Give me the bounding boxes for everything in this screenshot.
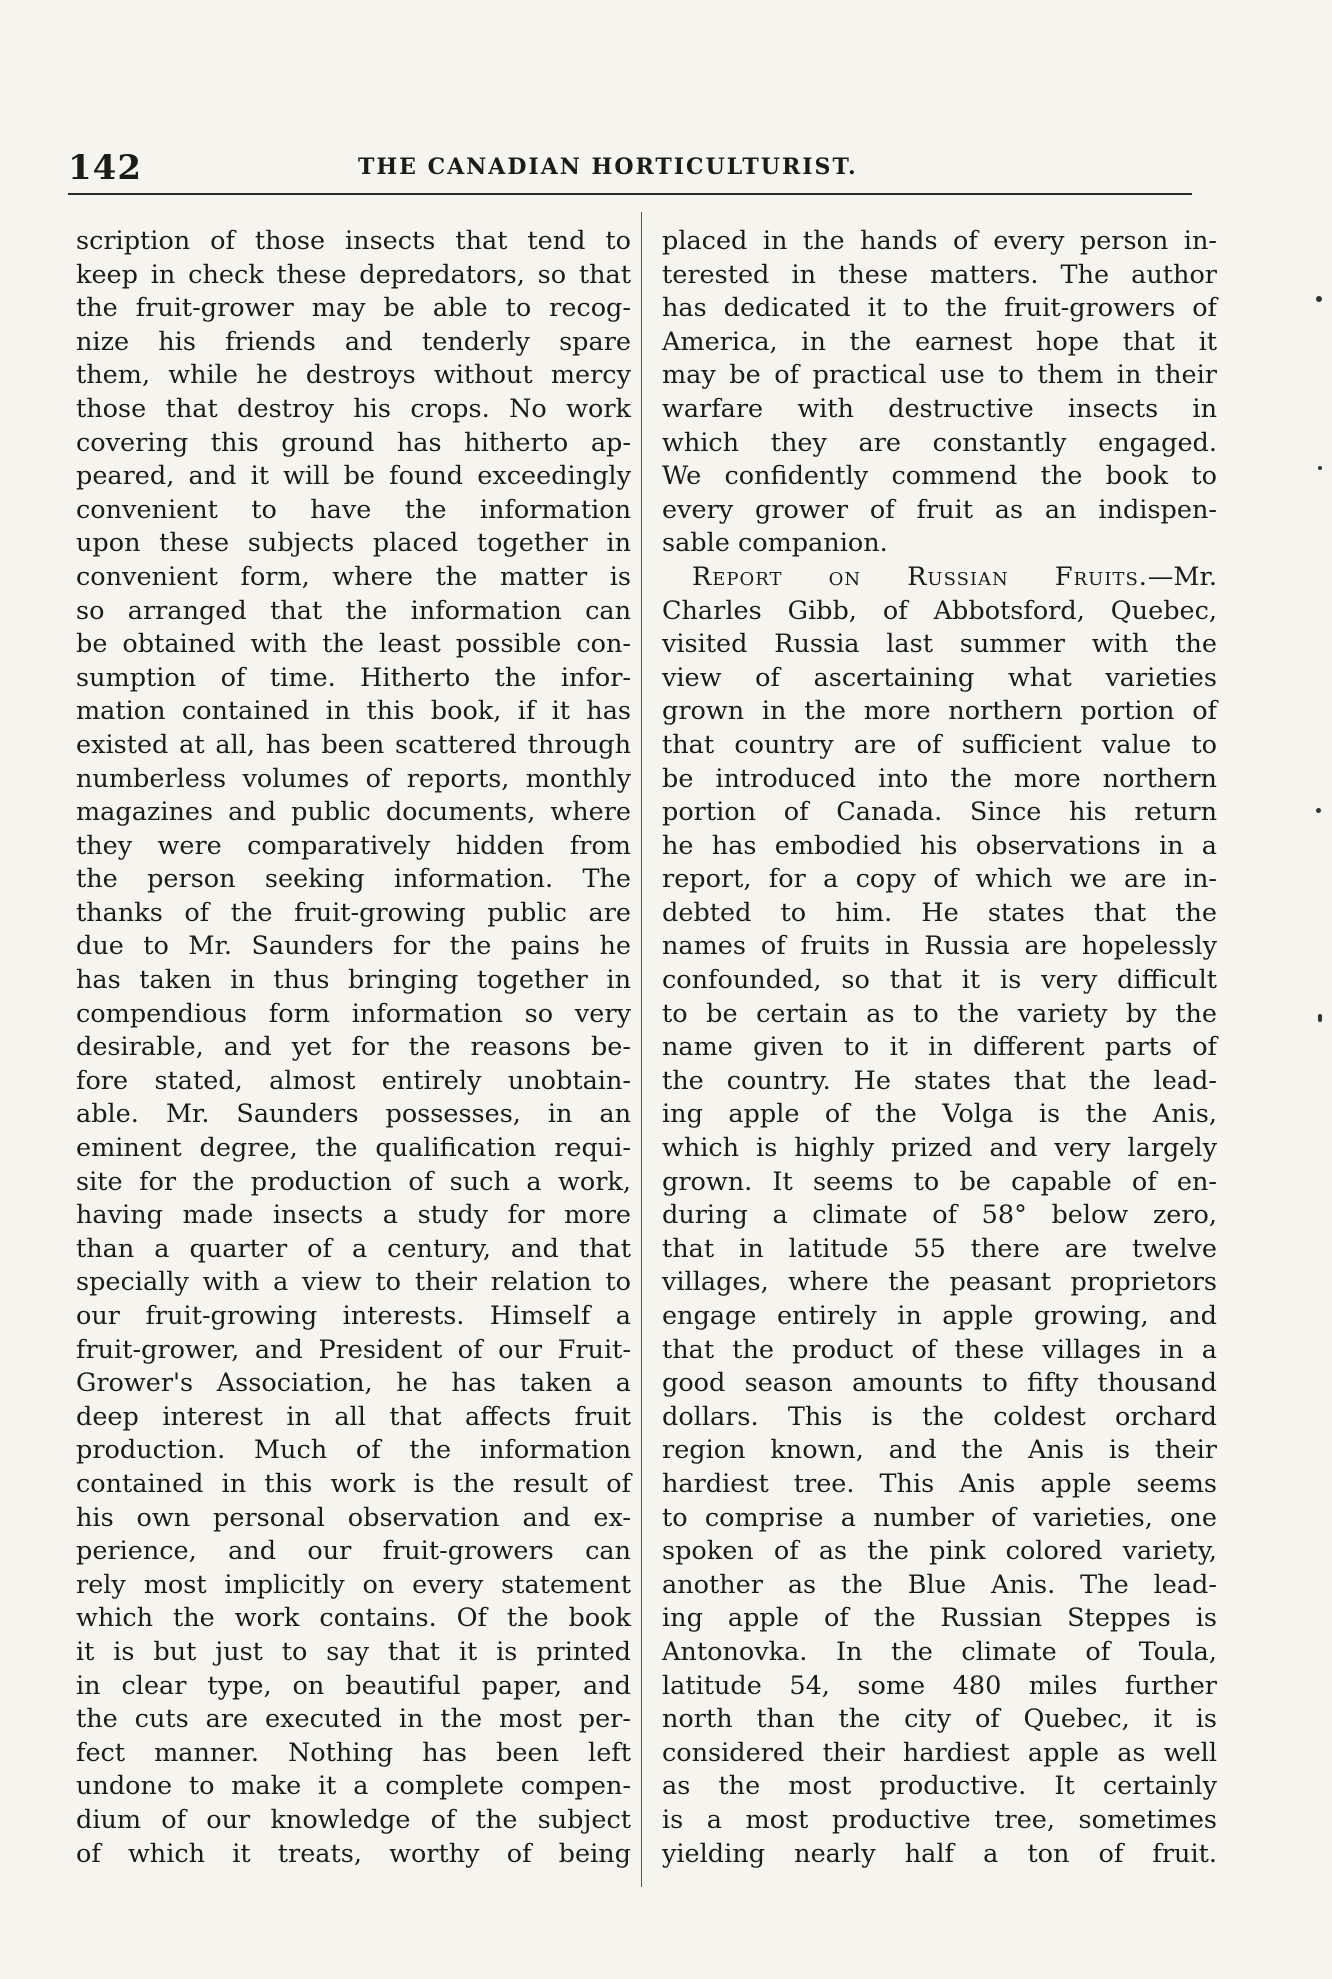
text-line: fect manner. Nothing has been left [76,1737,631,1768]
text-line: production. Much of the information [76,1435,631,1466]
text-line: them, while he destroys without mercy [76,360,631,391]
text-line: latitude 54, some 480 miles further [662,1670,1217,1701]
text-line: in clear type, on beautiful paper, and [76,1670,631,1701]
text-line: villages, where the peasant proprietors [662,1267,1217,1298]
text-line: Charles Gibb, of Abbotsford, Quebec, [662,595,1217,626]
margin-speck [1316,808,1321,813]
text-line: every grower of fruit as an indispen- [662,494,1217,525]
text-line: portion of Canada. Since his return [662,797,1217,828]
text-line: undone to make it a complete compen- [76,1771,631,1802]
text-line: has dedicated it to the fruit-growers of [662,293,1217,324]
section-heading: Report on Russian Fruits. [692,561,1148,592]
text-line: another as the Blue Anis. The lead- [662,1569,1217,1600]
text-line: terested in these matters. The author [662,259,1217,290]
text-line: that the product of these villages in a [662,1334,1217,1365]
text-line: existed at all, has been scattered through [76,729,631,760]
text-line: confounded, so that it is very difficult [662,965,1217,996]
text-line: specially with a view to their relation to [76,1267,631,1298]
header-rule [68,193,1192,195]
text-line: nize his friends and tenderly spare [76,326,631,357]
text-line: report, for a copy of which we are in- [662,864,1217,895]
text-line: dollars. This is the coldest orchard [662,1401,1217,1432]
text-line: placed in the hands of every person in- [662,226,1217,256]
column-divider [641,212,642,1887]
text-line: eminent degree, the qualification requi- [76,1133,631,1164]
text-line: ing apple of the Russian Steppes is [662,1603,1217,1634]
text-line: numberless volumes of reports, monthly [76,763,631,794]
text-line: Grower's Association, he has taken a [76,1368,631,1399]
text-line: view of ascertaining what varieties [662,662,1217,693]
text-line: the person seeking information. The [76,864,631,895]
text-line: his own personal observation and ex- [76,1502,631,1533]
text-line: visited Russia last summer with the [662,629,1217,660]
text-line: so arranged that the information can [76,595,631,626]
text-line: peared, and it will be found exceedingly [76,461,631,492]
text-line: to comprise a number of varieties, one [662,1502,1217,1533]
text-line: be introduced into the more northern [662,763,1217,794]
text-line: warfare with destructive insects in [662,393,1217,424]
text-line: magazines and public documents, where [76,797,631,828]
text-line: which they are constantly engaged. [662,427,1217,458]
text-line: he has embodied his observations in a [662,830,1217,861]
text-line: debted to him. He states that the [662,897,1217,928]
right-column [662,225,1217,1871]
margin-speck [1318,1014,1322,1022]
text-line: grown. It seems to be capable of en- [662,1166,1217,1197]
text-line: north than the city of Quebec, it is [662,1704,1217,1735]
russian-fruits-paragraph [662,595,1217,1872]
text-line: region known, and the Anis is their [662,1435,1217,1466]
text-line: it is but just to say that it is printed [76,1636,631,1667]
text-line: grown in the more northern portion of [662,696,1217,727]
text-line: upon these subjects placed together in [76,528,631,559]
text-line: having made insects a study for more [76,1200,631,1231]
section-heading-tail: —Mr. [1147,561,1217,592]
text-line: yielding nearly half a ton of fruit. [662,1838,1217,1869]
text-line: which is highly prized and very largely [662,1133,1217,1164]
text-line: name given to it in different parts of [662,1032,1217,1063]
text-line: keep in check these depredators, so that [76,259,631,290]
text-line: engage entirely in apple growing, and [662,1301,1217,1331]
text-line: covering this ground has hitherto ap- [76,427,631,458]
text-line: spoken of as the pink colored variety, [662,1536,1217,1567]
text-line: good season amounts to fifty thousand [662,1368,1217,1399]
text-line: ing apple of the Volga is the Anis, [662,1099,1217,1130]
margin-speck [1316,296,1322,302]
text-line: be obtained with the least possible con- [76,629,631,660]
text-line: America, in the earnest hope that it [662,326,1217,357]
text-line: which the work contains. Of the book [76,1603,631,1634]
page-header [68,148,1192,192]
text-line: able. Mr. Saunders possesses, in an [76,1099,631,1130]
text-line: has taken in thus bringing together in [76,965,631,996]
text-line: is a most productive tree, sometimes [662,1804,1217,1835]
text-line: fore stated, almost entirely unobtain- [76,1065,631,1096]
margin-speck [1318,466,1322,470]
text-line: deep interest in all that affects fruit [76,1401,631,1432]
text-line: they were comparatively hidden from [76,830,631,861]
right-column-continuation [662,225,1217,561]
text-line: sable companion. [662,528,888,559]
text-line: that in latitude 55 there are twelve [662,1233,1217,1264]
text-line: desirable, and yet for the reasons be- [76,1032,631,1063]
running-title: THE CANADIAN HORTICULTURIST. [358,154,858,180]
text-line: site for the production of such a work, [76,1166,631,1197]
text-line: the country. He states that the lead- [662,1065,1217,1096]
text-line: mation contained in this book, if it has [76,696,631,727]
text-line: those that destroy his crops. No work [76,393,631,424]
text-line: hardiest tree. This Anis apple seems [662,1468,1217,1499]
text-line: during a climate of 58° below zero, [662,1200,1217,1231]
text-line: the cuts are executed in the most per- [76,1704,631,1735]
text-line: than a quarter of a century, and that [76,1233,631,1264]
text-line: to be certain as to the variety by the [662,998,1217,1029]
text-line: may be of practical use to them in their [662,360,1217,391]
text-line: sumption of time. Hitherto the infor- [76,662,631,693]
text-line: convenient to have the information [76,494,631,525]
text-line: scription of those insects that tend to [76,226,631,256]
text-line: due to Mr. Saunders for the pains he [76,931,631,962]
page-number: 142 [68,148,142,188]
text-line: dium of our knowledge of the subject [76,1804,631,1835]
text-line: thanks of the fruit-growing public are [76,897,631,928]
text-line: contained in this work is the result of [76,1468,631,1499]
text-line: names of fruits in Russia are hopelessly [662,931,1217,962]
text-line: perience, and our fruit-growers can [76,1536,631,1567]
text-line: considered their hardiest apple as well [662,1737,1217,1768]
text-line: of which it treats, worthy of being [76,1838,631,1869]
text-line: our fruit-growing interests. Himself a [76,1301,631,1331]
text-line: fruit-grower, and President of our Fruit- [76,1334,631,1365]
text-line: as the most productive. It certainly [662,1771,1217,1802]
text-line: that country are of sufficient value to [662,729,1217,760]
text-line: compendious form information so very [76,998,631,1029]
text-line: Antonovka. In the climate of Toula, [662,1636,1217,1667]
text-line: the fruit-grower may be able to recog- [76,293,631,324]
left-column [76,225,631,1871]
text-line: convenient form, where the matter is [76,561,631,592]
section-heading-line [662,561,1217,595]
text-line: We confidently commend the book to [662,461,1217,492]
text-line: rely most implicitly on every statement [76,1569,631,1600]
